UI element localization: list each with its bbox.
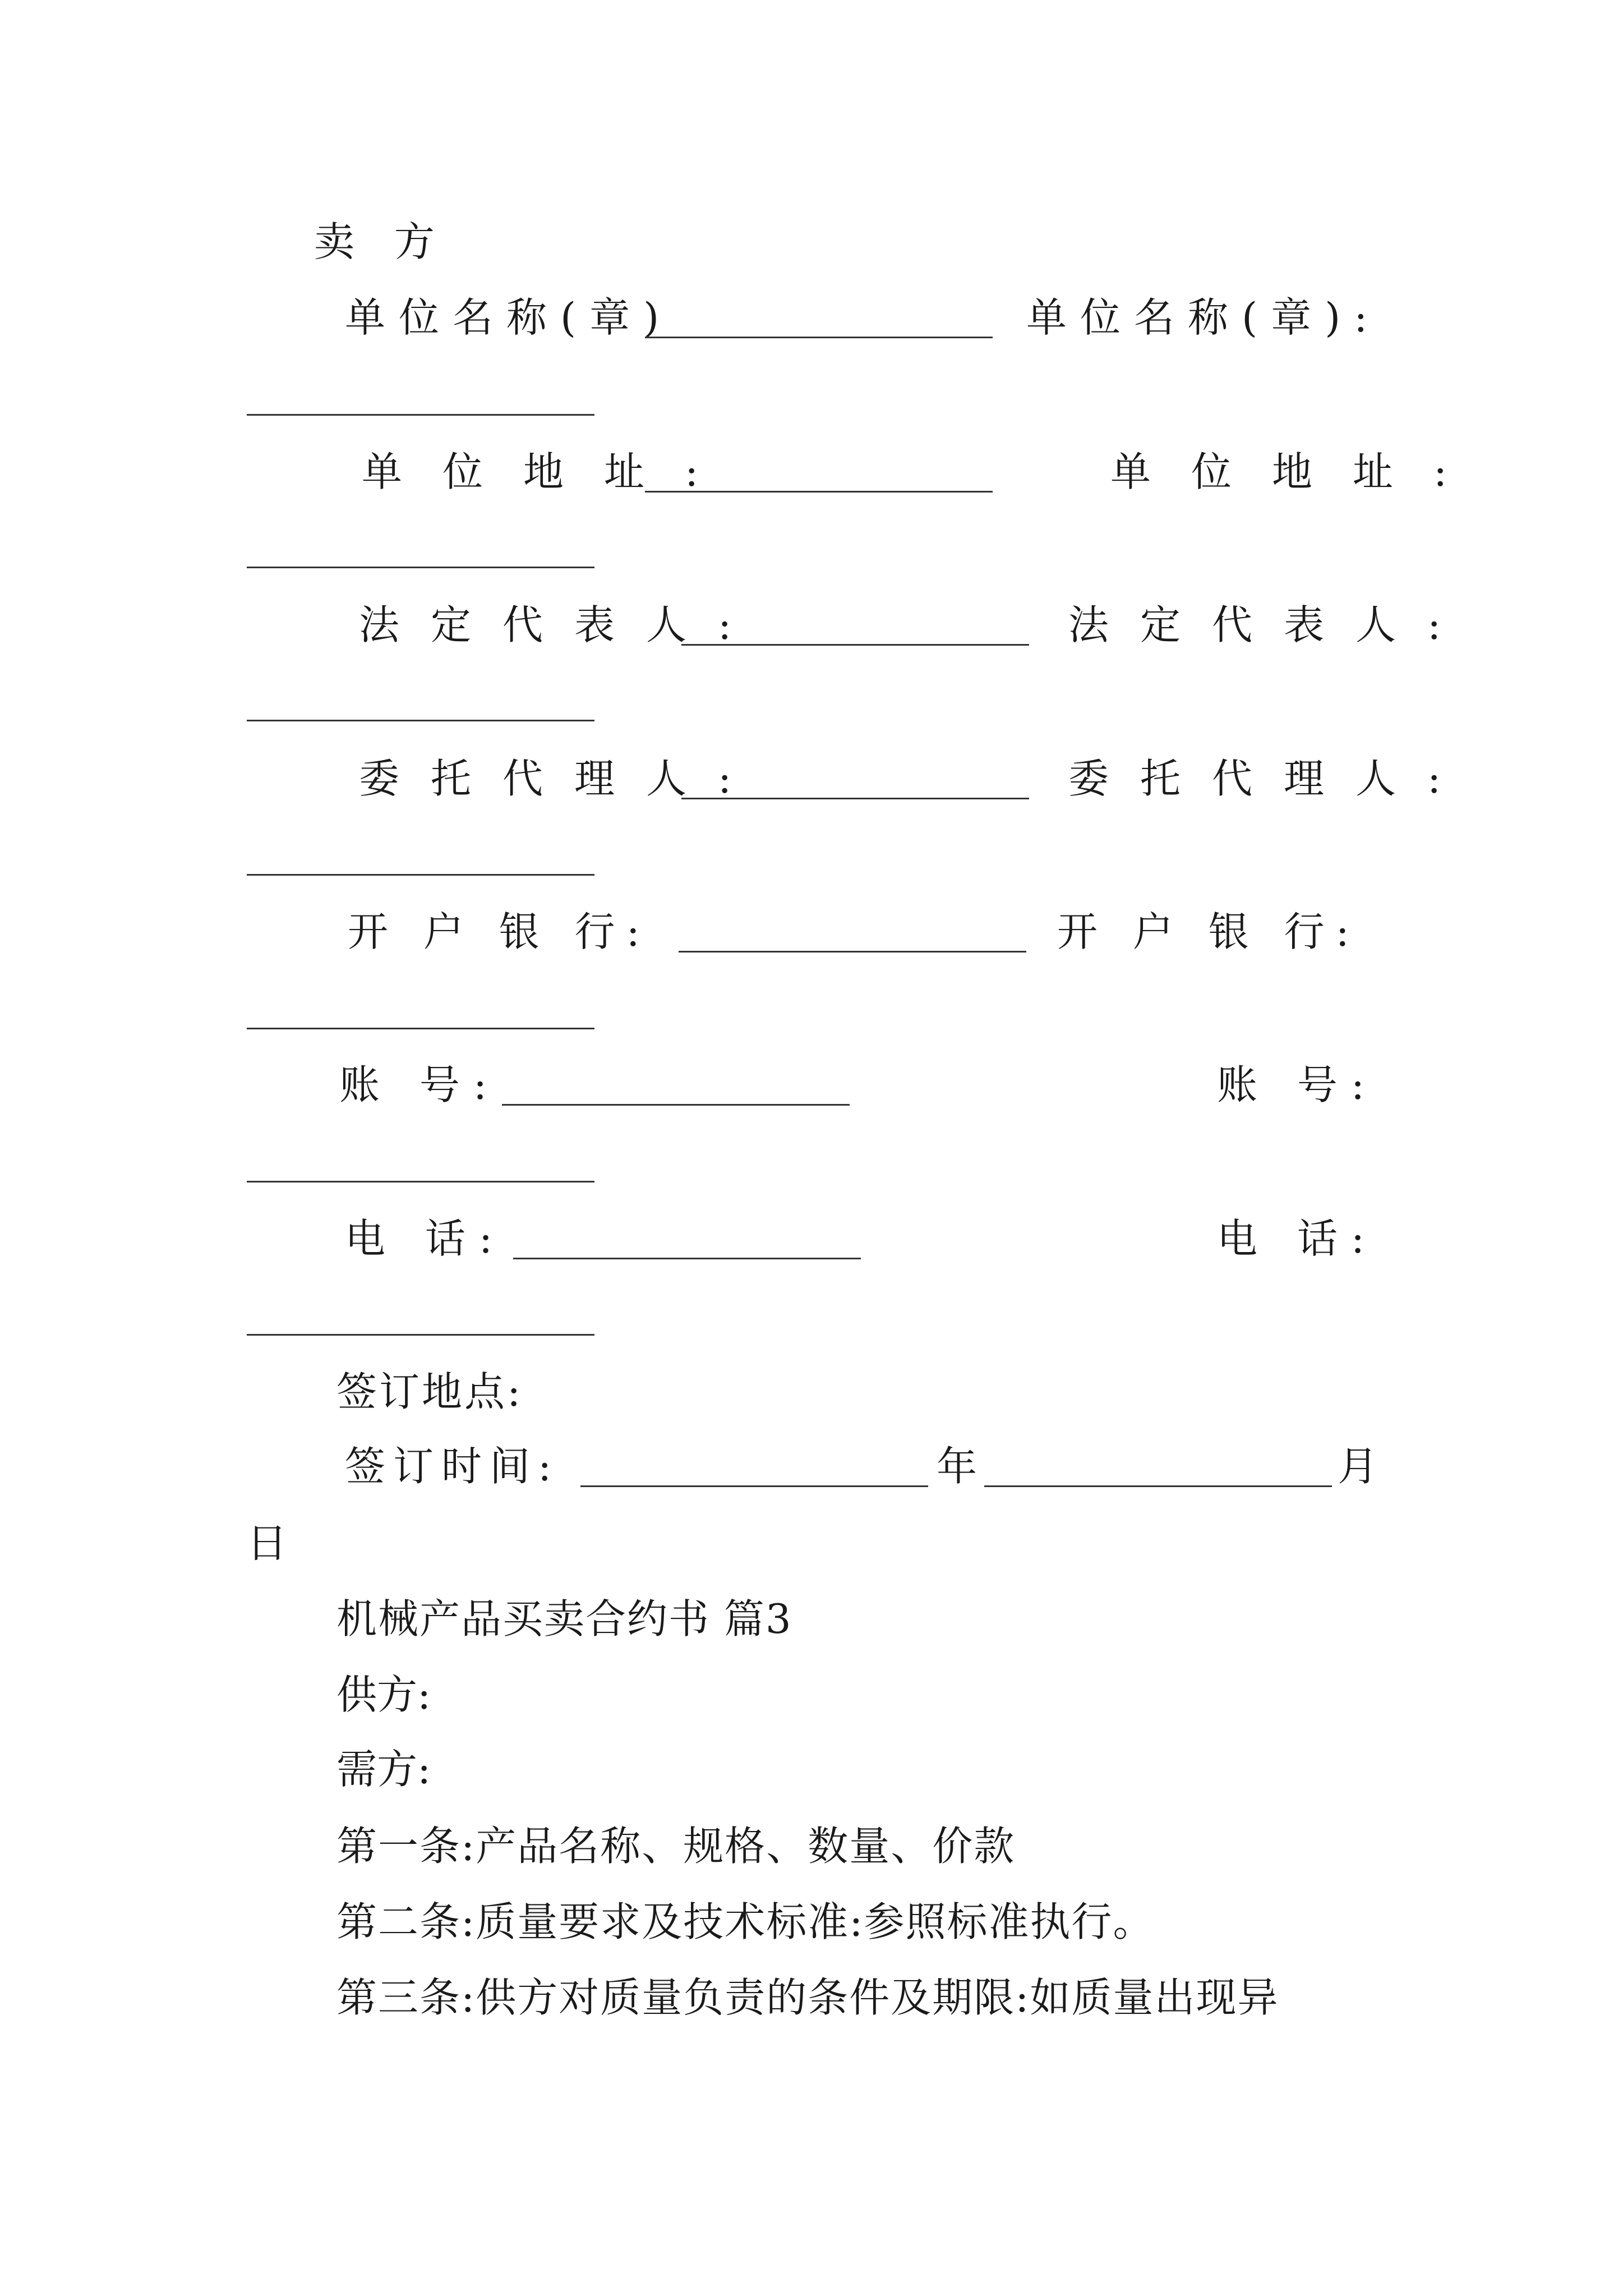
unit-address-left-label: 单位地址: [362, 448, 739, 495]
unit-name-left-blank[interactable] [645, 337, 993, 338]
unit-name-right-label: 单位名称(章): [1026, 294, 1381, 341]
legal-rep-right-blank[interactable] [247, 720, 594, 721]
account-left-label: 账 号: [339, 1061, 501, 1108]
day-label: 日 [247, 1520, 288, 1567]
phone-right-label: 电 话: [1217, 1215, 1378, 1262]
article-2: 第二条:质量要求及技术标准:参照标准执行。 [336, 1898, 1155, 1945]
unit-address-right-label: 单位地址: [1110, 448, 1488, 495]
unit-name-right-blank[interactable] [247, 414, 594, 416]
seller-label: 卖 方 [314, 218, 448, 265]
agent-left-label: 委托代理人: [359, 755, 763, 802]
agent-right-label: 委托代理人: [1068, 755, 1473, 802]
article-1: 第一条:产品名称、规格、数量、价款 [336, 1823, 1016, 1870]
sign-time-month-blank[interactable] [984, 1485, 1332, 1487]
unit-name-left-label: 单位名称(章) [345, 294, 673, 341]
legal-rep-left-label: 法定代表人: [359, 601, 763, 648]
bank-right-blank[interactable] [247, 1028, 594, 1029]
month-label: 月 [1338, 1443, 1378, 1490]
article-3: 第三条:供方对质量负责的条件及期限:如质量出现异 [336, 1974, 1279, 2021]
sign-time-year-blank[interactable] [580, 1485, 928, 1487]
demander-label: 需方: [336, 1746, 431, 1793]
unit-address-right-blank[interactable] [247, 567, 594, 568]
bank-right-label: 开 户 银 行: [1057, 908, 1361, 955]
unit-address-left-blank[interactable] [645, 491, 993, 493]
sign-time-label: 签订时间: [345, 1443, 560, 1490]
supplier-label: 供方: [336, 1671, 431, 1718]
account-right-blank[interactable] [247, 1181, 594, 1182]
legal-rep-left-blank[interactable] [681, 644, 1029, 646]
contract-title: 机械产品买卖合约书 篇3 [336, 1595, 792, 1642]
year-label: 年 [937, 1443, 978, 1490]
phone-left-label: 电 话: [345, 1215, 506, 1262]
bank-left-label: 开 户 银 行: [348, 908, 651, 955]
sign-place-label: 签订地点: [336, 1368, 523, 1415]
agent-left-blank[interactable] [681, 798, 1029, 799]
account-left-blank[interactable] [502, 1104, 850, 1106]
phone-left-blank[interactable] [513, 1258, 861, 1259]
bank-left-blank[interactable] [679, 951, 1026, 953]
legal-rep-right-label: 法定代表人: [1068, 601, 1473, 648]
phone-right-blank[interactable] [247, 1334, 594, 1336]
account-right-label: 账 号: [1217, 1061, 1378, 1108]
agent-right-blank[interactable] [247, 874, 594, 876]
